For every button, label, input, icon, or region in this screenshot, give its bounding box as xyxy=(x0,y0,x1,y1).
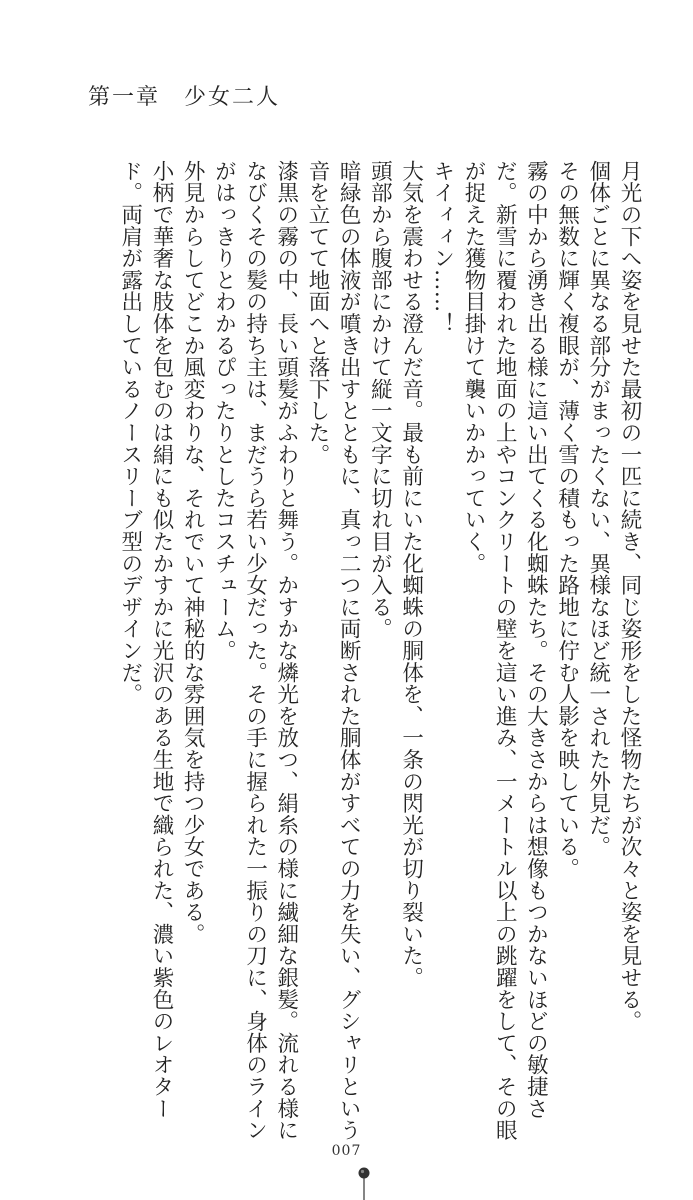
paragraph: 月光の下へ姿を見せた最初の一匹に続き、同じ姿形をした怪物たちが次々と姿を見せる。 xyxy=(617,160,642,1032)
page-number: 007 xyxy=(331,1143,362,1159)
paragraph: 漆黒の霧の中、長い頭髪がふわりと舞う。かすかな燐光を放つ、絹糸の様に繊細な銀髪。流れる様になびくその髪の持ち主は、まだうら若い少女だった。その手に握られた一振りの刀に、身体のラインがはっきりとわかるぴったりとしたコスチューム。 xyxy=(211,160,299,1141)
paragraph: 頭部から腹部にかけて縦一文字に切れ目が入る。 xyxy=(367,160,393,640)
paragraph: 外見からしてどこか風変わりな、それでいて神秘的な雰囲気を持つ少女である。 xyxy=(180,160,206,945)
paragraph: 個体ごとに異なる部分がまったくない、異様なほど統一された外見だ。 xyxy=(585,160,611,858)
paragraph: キイィィン……！ xyxy=(429,160,455,335)
paragraph: 暗緑色の体液が噴き出すとともに、真っ二つに両断された胴体がすべての力を失い、グシャリという音を立てて地面へと落下した。 xyxy=(304,160,362,1141)
folio-ornament-icon xyxy=(356,1166,372,1200)
paragraph: 小柄で華奢な肢体を包むのは絹にも似たかすかに光沢のある生地で織られた、濃い紫色のレオタード。両肩が露出しているノースリーブ型のデザインだ。 xyxy=(117,160,174,1120)
paragraph: その無数に輝く複眼が、薄く雪の積もった路地に佇む人影を映している。 xyxy=(554,160,580,880)
chapter-title: 第一章 少女二人 xyxy=(88,85,281,110)
body-text xyxy=(115,160,645,1160)
paragraph: 大気を震わせる澄んだ音。最も前にいた化蜘蛛の胴体を、一条の閃光が切り裂いた。 xyxy=(398,160,424,989)
paragraph: 霧の中から湧き出る様に這い出てくる化蜘蛛たち。その大きさからは想像もつかないほどの敏捷さだ。新雪に覆われた地面の上やコンクリートの壁を這い進み、一メートル以上の跳躍をして、その眼が捉えた獲物目掛けて襲いかかっていく。 xyxy=(460,160,549,1141)
